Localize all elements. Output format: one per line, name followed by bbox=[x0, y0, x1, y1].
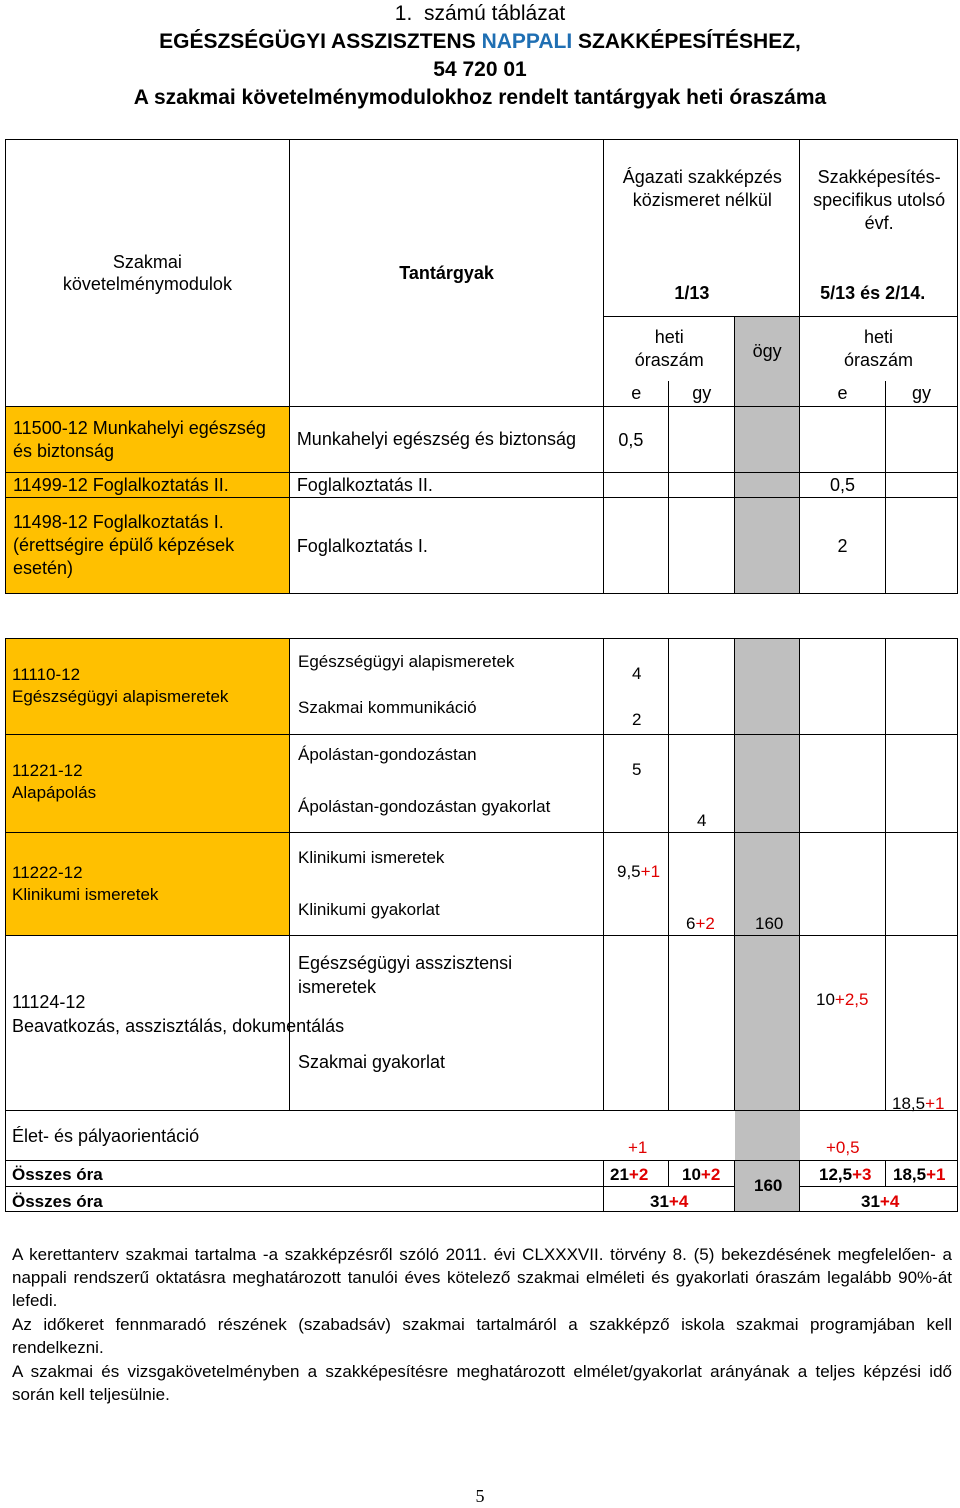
table-number-digit: 1. bbox=[394, 2, 413, 25]
ogy-cell bbox=[735, 407, 800, 473]
table-row bbox=[6, 407, 958, 473]
value-cell bbox=[669, 498, 735, 594]
subject-cell: Munkahelyi egészség és biztonság bbox=[289, 407, 604, 473]
header-agazati-text: Ágazati szakképzés közismeret nélkül bbox=[622, 167, 782, 210]
page-number: 5 bbox=[475, 1486, 485, 1506]
sum-plus: +4 bbox=[668, 1192, 689, 1211]
module-4 bbox=[12, 990, 344, 1038]
value-cell bbox=[669, 473, 735, 498]
qualification-code: 54 720 01 bbox=[433, 58, 527, 81]
hours-base: 6 bbox=[686, 914, 696, 933]
module-1 bbox=[12, 664, 228, 708]
hours-base: 18,5 bbox=[892, 1094, 926, 1113]
title-part-2: SZAKKÉPESÍTÉSHEZ, bbox=[572, 30, 801, 53]
year-1: 1/13 bbox=[674, 283, 710, 303]
module-3 bbox=[12, 862, 158, 906]
module-code: 11221-12 bbox=[12, 761, 83, 780]
table-1 bbox=[5, 139, 958, 594]
header-subjects bbox=[289, 140, 604, 407]
header-szak bbox=[800, 140, 958, 317]
module-name: Egészségügyi alapismeretek bbox=[12, 687, 229, 706]
hours-value bbox=[617, 862, 660, 882]
total2-label: Összes óra bbox=[12, 1192, 103, 1211]
total-ogy: 160 bbox=[754, 1176, 783, 1195]
value-cell: 0,5 bbox=[604, 407, 669, 473]
sum-base: 31 bbox=[861, 1192, 880, 1211]
total-value bbox=[819, 1165, 871, 1185]
total-plus: +2 bbox=[700, 1165, 721, 1184]
value-cell bbox=[886, 473, 958, 498]
module-cell: 11500-12 Munkahelyi egészség és biztonság bbox=[6, 407, 290, 473]
header-modules-text: Szakmai követelménymodulok bbox=[62, 252, 232, 294]
module-code: 11110-12 bbox=[12, 665, 81, 684]
e-1: e bbox=[604, 381, 669, 407]
module-cell: 11498-12 Foglalkoztatás I. (érettségire épülő képzések esetén) bbox=[6, 498, 290, 594]
page-subtitle: A szakmai követelménymodulokhoz rendelt tantárgyak heti óraszáma bbox=[133, 86, 827, 109]
hours-value bbox=[686, 914, 715, 934]
hours-plus: +1 bbox=[925, 1094, 945, 1113]
ogy-header bbox=[735, 317, 800, 407]
value-cell: 2 bbox=[800, 498, 886, 594]
header-szak-text: Szakképesítés-specifikus utolsó évf. bbox=[813, 167, 946, 233]
ogy-value: 160 bbox=[755, 914, 784, 933]
value-cell bbox=[886, 498, 958, 594]
subject-label: Klinikumi ismeretek bbox=[298, 848, 445, 867]
total-base: 21 bbox=[610, 1165, 629, 1184]
page-title bbox=[0, 28, 960, 56]
value-cell bbox=[886, 407, 958, 473]
title-part-1: EGÉSZSÉGÜGYI ASSZISZTENS bbox=[159, 30, 482, 53]
header-agazati bbox=[604, 140, 800, 317]
total-value bbox=[893, 1165, 945, 1185]
value-cell bbox=[800, 407, 886, 473]
module-2 bbox=[12, 760, 96, 804]
total-plus: +2 bbox=[628, 1165, 649, 1184]
hours-plus: +1 bbox=[640, 862, 661, 881]
table-row bbox=[6, 498, 958, 594]
ogy-cell bbox=[735, 498, 800, 594]
module-code: 11222-12 bbox=[12, 863, 83, 882]
subject-label: Ápolástan-gondozástan bbox=[298, 745, 477, 764]
module-code: 11124-12 bbox=[12, 992, 86, 1012]
sum-value bbox=[861, 1192, 899, 1212]
value-cell bbox=[604, 498, 669, 594]
total-base: 18,5 bbox=[893, 1165, 927, 1184]
subject-label: Egészségügyi alapismeretek bbox=[298, 652, 515, 671]
table-number bbox=[0, 0, 960, 28]
sum-base: 31 bbox=[650, 1192, 669, 1211]
value-cell: 0,5 bbox=[800, 473, 886, 498]
module-name: Alapápolás bbox=[12, 783, 97, 802]
sum-value bbox=[650, 1192, 688, 1212]
table-row bbox=[6, 473, 958, 498]
subject-label: Szakmai gyakorlat bbox=[298, 1052, 446, 1072]
value-cell bbox=[669, 407, 735, 473]
header-modules bbox=[6, 140, 290, 407]
e-2: e bbox=[800, 381, 886, 407]
total-plus: +3 bbox=[852, 1165, 872, 1184]
elet-value-2: +0,5 bbox=[826, 1138, 860, 1157]
module-cell: 11499-12 Foglalkoztatás II. bbox=[6, 473, 290, 498]
subject-label: Szakmai kommunikáció bbox=[298, 698, 477, 717]
note-paragraph-2: Az időkeret fennmaradó részének (szabadsáv) szakmai tartalmáról a szakképző iskola szakmai programjában kell rendelkezni. bbox=[12, 1315, 952, 1357]
hours-value bbox=[816, 990, 868, 1010]
note-paragraph-1: A kerettanterv szakmai tartalma -a szakképzésről szóló 2011. évi CLXXXVII. törvény 8. (5) bekezdésének megfelelően- a nappali rendszerű oktatásra meghatározott tanulói éves kötelező szakmai elméleti és gyakorlati óraszám legalább 90%-át lefedi. bbox=[12, 1245, 952, 1310]
title-part-nappali: NAPPALI bbox=[481, 30, 573, 53]
total-plus: +1 bbox=[926, 1165, 946, 1184]
value-cell bbox=[604, 473, 669, 498]
elet-value-1: +1 bbox=[628, 1138, 648, 1157]
table-number-text: számú táblázat bbox=[423, 2, 566, 25]
heti-2-text: heti óraszám bbox=[844, 326, 914, 370]
gy-1: gy bbox=[669, 381, 735, 407]
sum-plus: +4 bbox=[879, 1192, 900, 1211]
elet-label: Élet- és pályaorientáció bbox=[12, 1126, 200, 1146]
module-name: Beavatkozás, asszisztálás, dokumentálás bbox=[12, 1016, 345, 1036]
subject-label: Egészségügyi asszisztensi ismeretek bbox=[298, 953, 513, 997]
subject-cell: Foglalkoztatás I. bbox=[289, 498, 604, 594]
heti-1 bbox=[604, 317, 735, 381]
total-value bbox=[682, 1165, 720, 1185]
ogy-cell bbox=[735, 473, 800, 498]
total-value bbox=[610, 1165, 648, 1185]
subject-cell: Foglalkoztatás II. bbox=[289, 473, 604, 498]
hours-value: 4 bbox=[697, 811, 707, 830]
total-label: Összes óra bbox=[12, 1165, 103, 1184]
subject-label: Klinikumi gyakorlat bbox=[298, 900, 440, 919]
note-paragraph-3: A szakmai és vizsgakövetelményben a szakképesítésre meghatározott elmélet/gyakorlat arányának a teljes képzési idő során kell teljesülnie. bbox=[12, 1362, 952, 1404]
header-subjects-text: Tantárgyak bbox=[399, 263, 494, 283]
hours-value: 5 bbox=[632, 760, 642, 779]
total-base: 12,5 bbox=[819, 1165, 853, 1184]
heti-1-text: heti óraszám bbox=[634, 326, 704, 370]
hours-value bbox=[892, 1094, 944, 1114]
hours-base: 10 bbox=[816, 990, 835, 1009]
hours-plus: +2,5 bbox=[834, 990, 869, 1009]
hours-value: 2 bbox=[632, 710, 642, 729]
hours-base: 9,5 bbox=[617, 862, 641, 881]
hours-plus: +2 bbox=[695, 914, 715, 933]
module-name: Klinikumi ismeretek bbox=[12, 885, 159, 904]
hours-value: 4 bbox=[632, 664, 642, 683]
year-2: 5/13 és 2/14. bbox=[820, 283, 926, 303]
heti-2 bbox=[800, 317, 958, 381]
gy-2: gy bbox=[886, 381, 958, 407]
total-base: 10 bbox=[682, 1165, 701, 1184]
ogy-text: ögy bbox=[752, 340, 782, 361]
subject-label: Ápolástan-gondozástan gyakorlat bbox=[298, 797, 551, 816]
